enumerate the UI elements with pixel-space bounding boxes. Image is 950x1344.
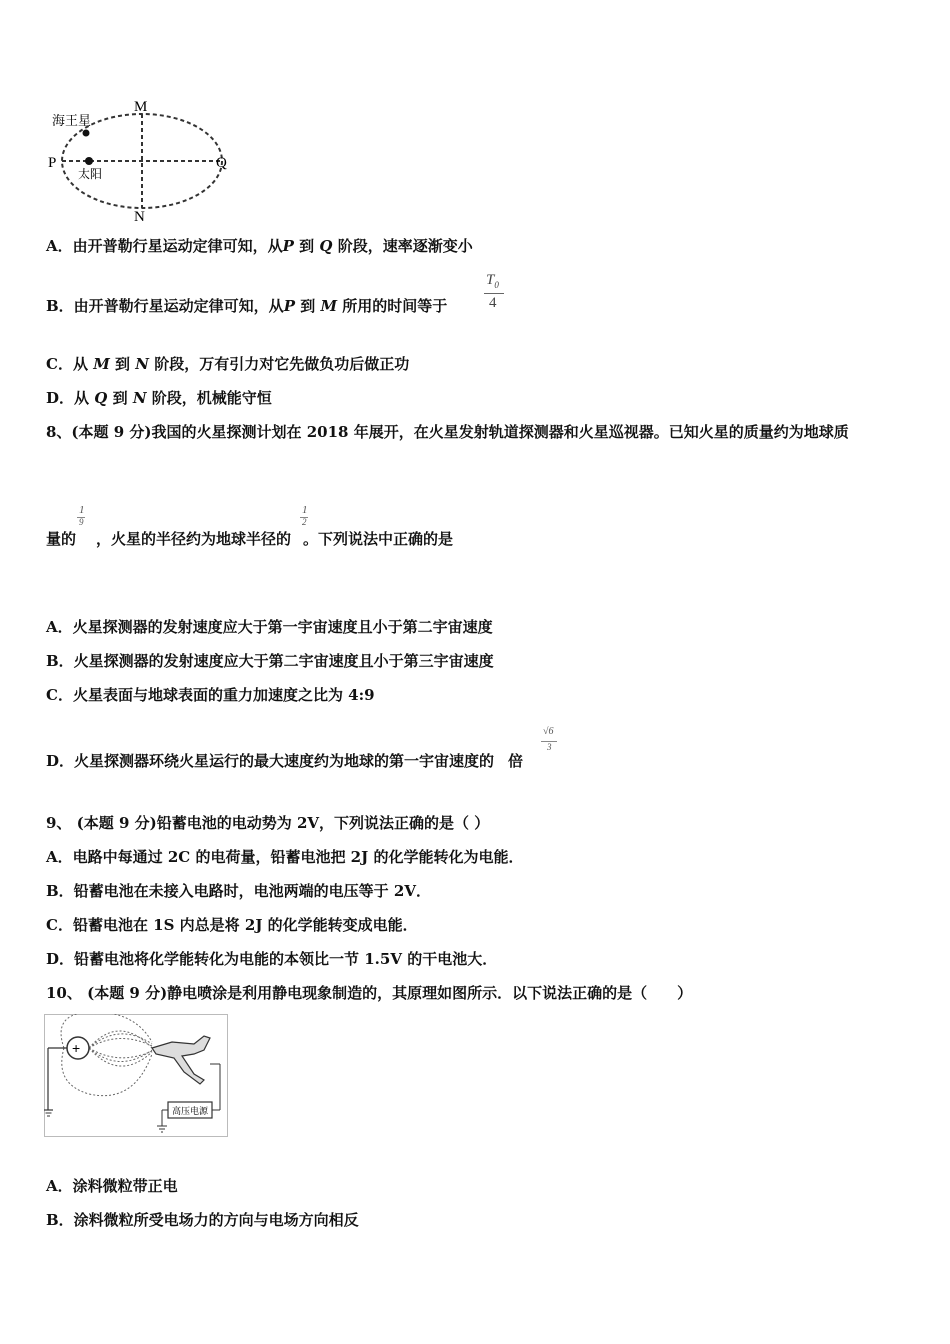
q7-a-p: P — [282, 237, 294, 255]
label-m: M — [134, 99, 148, 115]
q8-d-fraction — [541, 726, 561, 756]
q7-c-m: M — [93, 355, 110, 373]
q8-frac2 — [300, 504, 310, 530]
q7-option-a — [46, 236, 473, 256]
q7-c-prefix: C．从 — [46, 355, 88, 373]
q8-d-suffix: 倍 — [508, 752, 524, 770]
q7-option-c — [46, 354, 409, 374]
q10-stem: 10、 (本题 9 分)静电喷涂是利用静电现象制造的，其原理如图所示．以下说法正确的是（ ） — [46, 984, 693, 1002]
q7-d-prefix: D．从 — [46, 389, 90, 407]
q8-option-a: A．火星探测器的发射速度应大于第一宇宙速度且小于第二宇宙速度 — [46, 618, 493, 636]
q8-frac1 — [77, 504, 87, 530]
q7-c-mid: 到 — [115, 355, 131, 373]
label-n: N — [134, 209, 145, 223]
q7-option-b — [46, 296, 447, 316]
q9-option-d: D．铅蓄电池将化学能转化为电能的本领比一节 1.5V 的干电池大． — [46, 950, 498, 968]
q7-b-suffix: 所用的时间等于 — [342, 297, 448, 315]
q7-b-prefix: B．由开普勒行星运动定律可知，从 — [46, 297, 284, 315]
q7-a-q: Q — [319, 237, 333, 255]
label-neptune: 海王星 — [52, 113, 92, 128]
frac-sub: 0 — [494, 280, 499, 290]
q7-d-suffix: 阶段，机械能守恒 — [151, 389, 272, 407]
q9-option-b: B．铅蓄电池在未接入电路时，电池两端的电压等于 2V． — [46, 882, 431, 900]
q9-stem: 9、 (本题 9 分)铅蓄电池的电动势为 2V，下列说法正确的是（ ） — [46, 814, 490, 832]
d-frac-den: 3 — [547, 742, 552, 752]
q7-b-mid: 到 — [300, 297, 316, 315]
frac-bar — [484, 293, 504, 294]
q7-d-q: Q — [94, 389, 108, 407]
orbit-diagram — [46, 98, 246, 223]
q7-c-n: N — [135, 355, 149, 373]
q7-a-prefix: A．由开普勒行星运动定律可知，从 — [46, 237, 283, 255]
power-supply-label: 高压电源 — [172, 1107, 209, 1117]
neptune-dot — [83, 130, 90, 137]
spray-gun — [152, 1036, 210, 1084]
q9-option-a: A．电路中每通过 2C 的电荷量，铅蓄电池把 2J 的化学能转化为电能． — [46, 848, 524, 866]
q9-option-c: C．铅蓄电池在 1S 内总是将 2J 的化学能转变成电能． — [46, 916, 418, 934]
q7-d-mid: 到 — [112, 389, 128, 407]
frac2-num: 1 — [302, 504, 308, 516]
sun-dot — [85, 157, 93, 165]
plus-sign: + — [72, 1040, 81, 1056]
q10-option-a: A．涂料微粒带正电 — [46, 1177, 178, 1195]
q8-option-b: B．火星探测器的发射速度应大于第二宇宙速度且小于第三宇宙速度 — [46, 652, 494, 670]
label-p: P — [48, 155, 57, 171]
d-frac-num: √6 — [543, 726, 554, 737]
label-sun: 太阳 — [78, 167, 103, 181]
q7-b-fraction — [484, 272, 504, 316]
q8-stem-c: 。下列说法中正确的是 — [303, 530, 454, 548]
spray-diagram — [44, 1014, 228, 1138]
frac1-num: 1 — [79, 504, 85, 516]
q8-option-d — [46, 751, 523, 771]
q7-d-n: N — [132, 389, 147, 407]
q8-stem-a: 量的 — [46, 530, 77, 548]
q7-b-p: P — [283, 297, 295, 315]
label-q: Q — [216, 155, 227, 171]
q8-stem-b: ，火星的半径约为地球半径的 — [96, 530, 292, 548]
frac-num: T — [486, 272, 495, 288]
q7-a-mid: 到 — [299, 237, 315, 255]
q8-d-prefix: D．火星探测器环绕火星运行的最大速度约为地球的第一宇宙速度的 — [46, 752, 495, 770]
frac1-den: 9 — [79, 517, 84, 527]
q7-b-m: M — [320, 297, 338, 315]
q8-stem-line2 — [46, 529, 453, 549]
q7-c-suffix: 阶段，万有引力对它先做负功后做正功 — [154, 355, 410, 373]
q7-a-suffix: 阶段，速率逐渐变小 — [337, 237, 473, 255]
frac-den: 4 — [489, 295, 497, 311]
q8-stem-line1: 8、(本题 9 分)我国的火星探测计划在 2018 年展开，在火星发射轨道探测器和火星巡视器。已知火星的质量约为地球质 — [46, 423, 849, 441]
q8-option-c: C．火星表面与地球表面的重力加速度之比为 4:9 — [46, 686, 375, 704]
q10-option-b: B．涂料微粒所受电场力的方向与电场方向相反 — [46, 1211, 359, 1229]
q7-option-d — [46, 388, 272, 408]
frac2-den: 2 — [302, 517, 307, 527]
